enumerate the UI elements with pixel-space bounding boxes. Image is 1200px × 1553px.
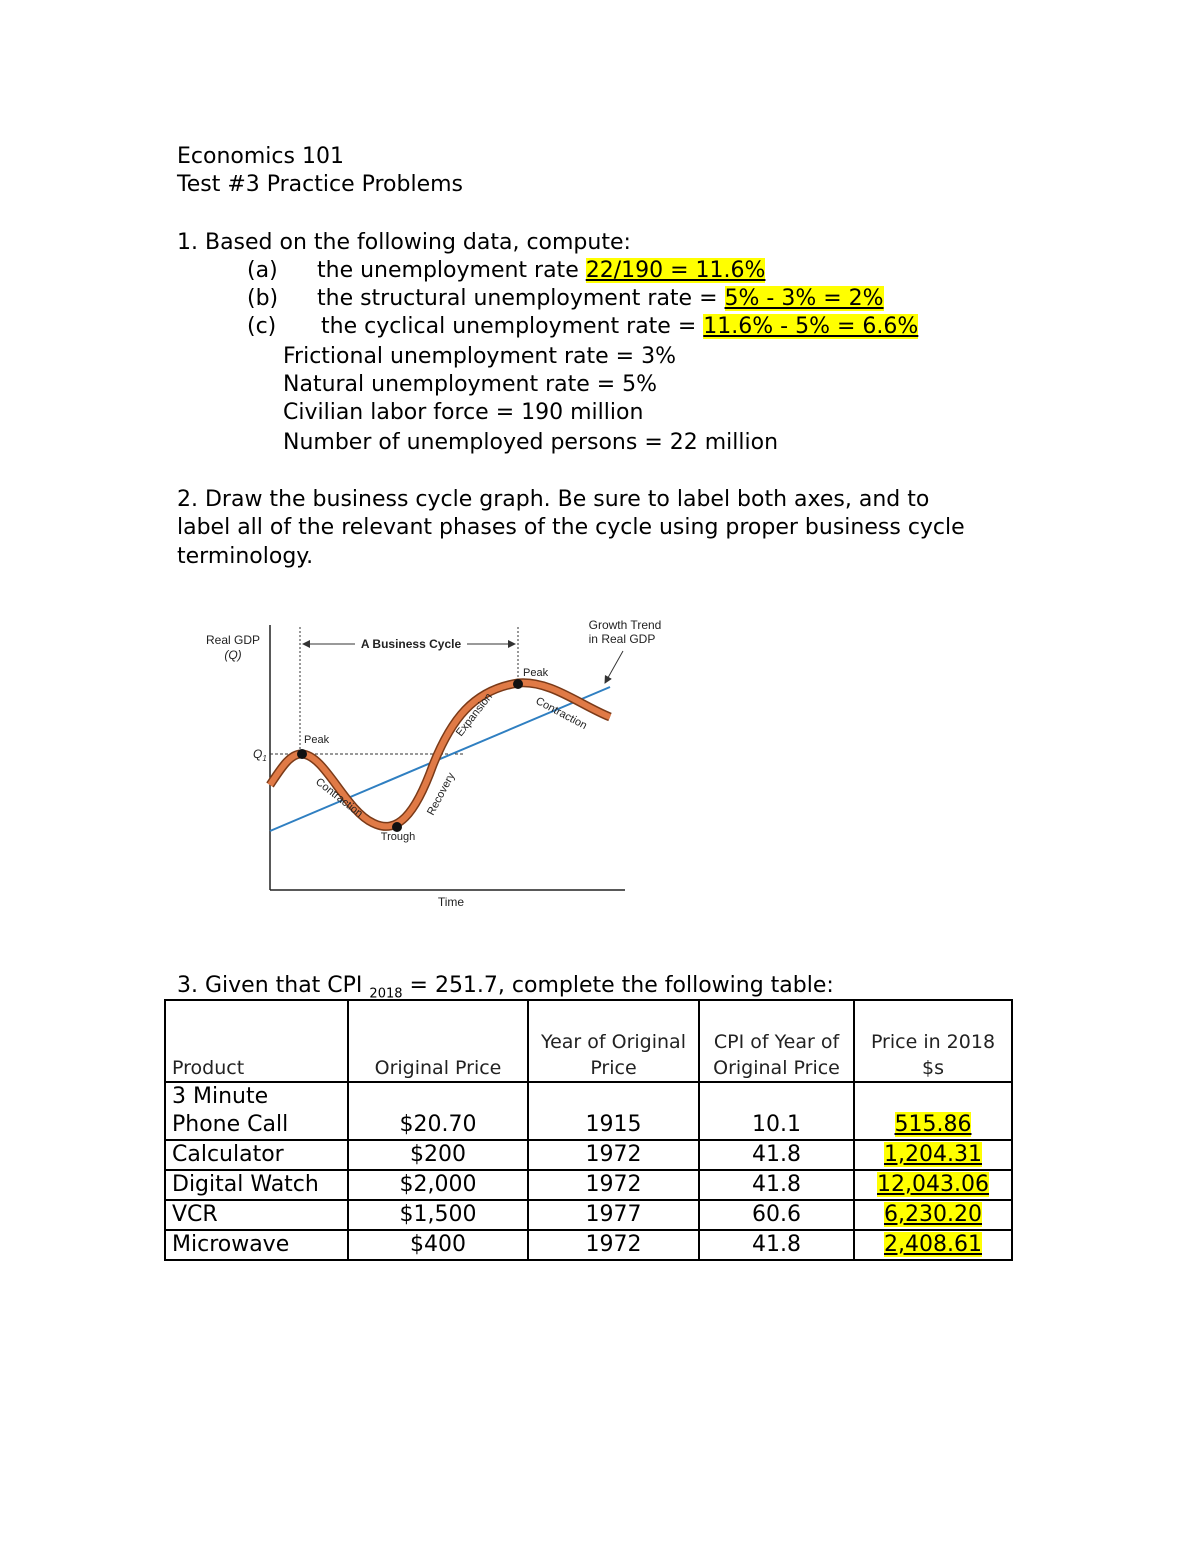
course-title: Economics 101 [177,144,344,169]
cycle-label: A Business Cycle [360,637,462,651]
table-row [165,1200,1012,1230]
table-row [165,1140,1012,1170]
header-price-2018: Price in 2018 $s [854,1000,1012,1082]
q2-line-3: terminology. [177,544,314,569]
price-2018-answer: 515.86 [894,1112,972,1137]
product-cell: Digital Watch [165,1170,348,1200]
product-cell [165,1082,348,1140]
cpi-cell: 10.1 [699,1082,854,1140]
product-cell: Calculator [165,1140,348,1170]
header-year: Year of Original Price [528,1000,699,1082]
q1b-text: the structural unemployment rate = [317,286,718,311]
cpi-table [164,999,1013,1261]
price-2018-cell [854,1230,1012,1260]
y-axis-label-1: Real GDP [205,633,261,647]
q1c-text: the cyclical unemployment rate = [321,314,697,339]
price-2018-answer: 1,204.31 [884,1142,982,1167]
expansion-label: Expansion [453,690,495,739]
q1b-label: (b) [247,286,279,311]
q3-subscript: 2018 [369,986,403,1002]
q1-prompt: 1. Based on the following data, compute: [177,230,631,255]
table-header-row [165,1000,1012,1082]
price-2018-answer: 12,043.06 [877,1172,989,1197]
trend-pointer-arrow [605,651,623,683]
q1-data-natural: Natural unemployment rate = 5% [283,372,658,397]
table-row [165,1082,1012,1140]
year-cell: 1977 [528,1200,699,1230]
header-product: Product [165,1000,348,1082]
price-2018-cell [854,1170,1012,1200]
q1b-item [317,285,884,313]
q3-suffix: = 251.7, complete the following table: [409,973,834,998]
price-2018-cell [854,1140,1012,1170]
original-price-cell: $20.70 [348,1082,528,1140]
trend-label-2: in Real GDP [588,632,656,646]
q3-prefix: 3. Given that CPI [177,973,363,998]
price-2018-cell [854,1082,1012,1140]
q1a-answer: 22/190 = 11.6% [585,258,766,283]
cpi-cell: 41.8 [699,1230,854,1260]
q1-data-unemployed: Number of unemployed persons = 22 million [283,430,779,455]
q1c-answer: 11.6% - 5% = 6.6% [703,314,919,339]
header-original-price: Original Price [348,1000,528,1082]
recovery-label: Recovery [425,770,458,818]
peak-1-point [297,749,307,759]
year-cell: 1972 [528,1140,699,1170]
table-row [165,1230,1012,1260]
contraction-1-label: Contraction [313,775,365,821]
product-line-2: Phone Call [172,1112,289,1137]
q1-data-labor-force: Civilian labor force = 190 million [283,400,644,425]
year-cell: 1972 [528,1170,699,1200]
q1a-text: the unemployment rate [317,258,579,283]
q1a-label: (a) [247,258,278,283]
y-axis-label-2: (Q) [224,648,242,662]
product-cell: Microwave [165,1230,348,1260]
original-price-cell: $400 [348,1230,528,1260]
price-2018-cell [854,1200,1012,1230]
year-cell: 1915 [528,1082,699,1140]
q1-axis-label: $Q_1$ [253,747,267,763]
trend-label-1: Growth Trend [588,618,662,632]
original-price-cell: $1,500 [348,1200,528,1230]
q1a-item [317,257,765,285]
year-cell: 1972 [528,1230,699,1260]
q1-data-frictional: Frictional unemployment rate = 3% [283,344,676,369]
price-2018-answer: 2,408.61 [884,1232,982,1257]
product-cell: VCR [165,1200,348,1230]
q2-line-1: 2. Draw the business cycle graph. Be sure to label both axes, and to [177,487,930,512]
original-price-cell: $200 [348,1140,528,1170]
q2-line-2: label all of the relevant phases of the cycle using proper business cycle [177,515,965,540]
trough-label: Trough [380,831,416,843]
peak-2-point [513,679,523,689]
table-row [165,1170,1012,1200]
peak-1-label: Peak [304,734,330,746]
contraction-2-label: Contraction [533,695,589,733]
business-cycle-diagram [175,605,695,940]
q1b-answer: 5% - 3% = 2% [724,286,884,311]
q1c-label: (c) [247,314,277,339]
peak-2-label: Peak [523,667,549,679]
product-line-1: 3 Minute [172,1084,269,1109]
cpi-cell: 41.8 [699,1170,854,1200]
document-title: Test #3 Practice Problems [177,172,464,197]
cpi-cell: 41.8 [699,1140,854,1170]
x-axis-label: Time [437,895,465,909]
q1c-item [321,313,918,341]
cpi-cell: 60.6 [699,1200,854,1230]
price-2018-answer: 6,230.20 [884,1202,982,1227]
header-cpi: CPI of Year of Original Price [699,1000,854,1082]
original-price-cell: $2,000 [348,1170,528,1200]
